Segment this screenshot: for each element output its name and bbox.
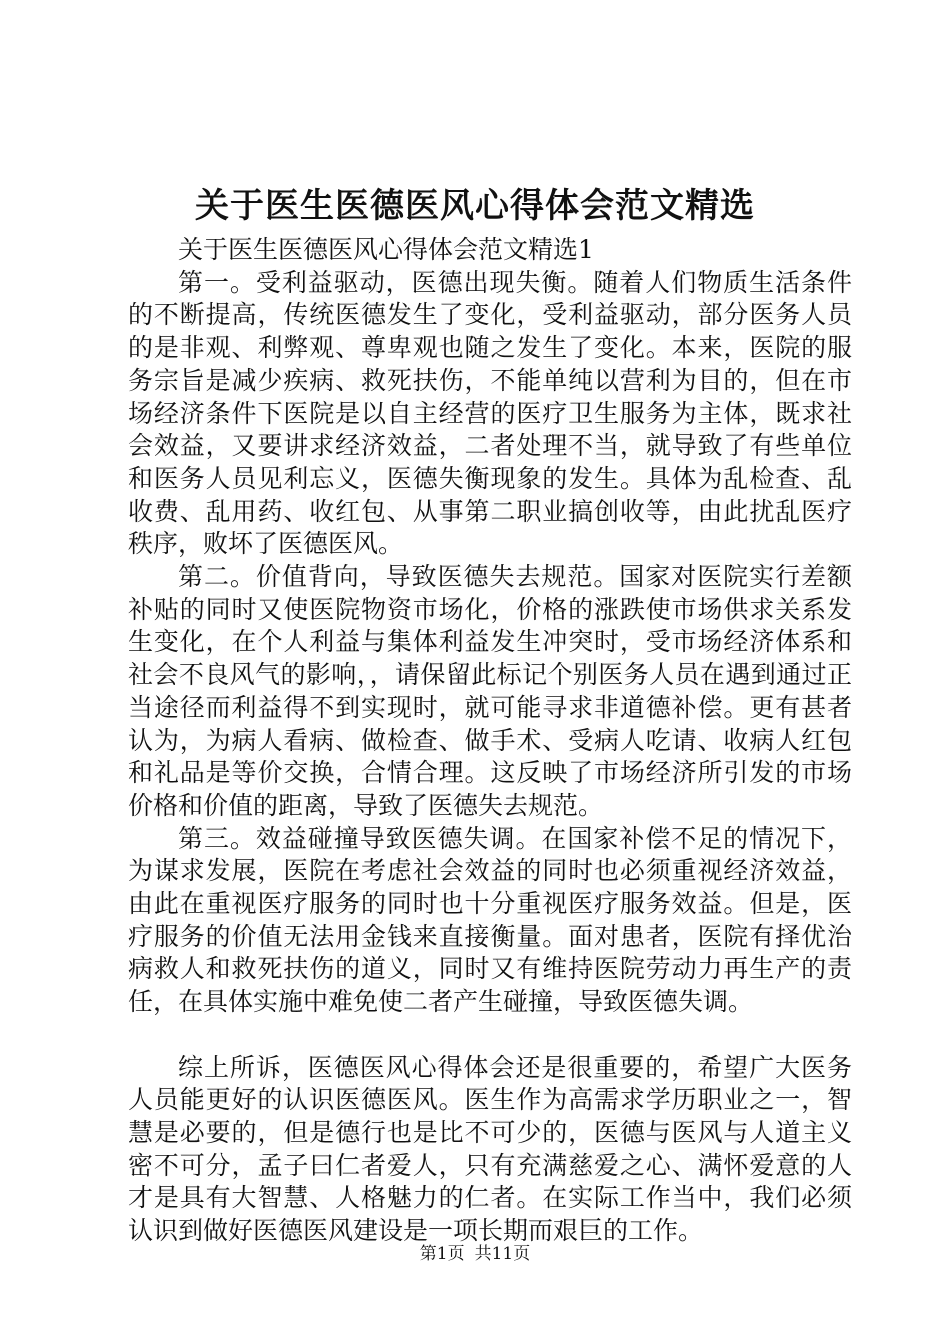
paragraph-spacer xyxy=(128,1019,852,1052)
document-body xyxy=(128,234,852,1248)
paragraph-third-point: 第三。效益碰撞导致医德失调。在国家补偿不足的情况下，为谋求发展，医院在考虑社会效益的同时也必须重视经济效益，由此在重视医疗服务的同时也十分重视医疗服务效益。但是，医疗服务的价值无法用金钱来直接衡量。面对患者，医院有择优治病救人和救死扶伤的道义，同时又有维持医院劳动力再生产的责任，在具体实施中难免使二者产生碰撞，导致医德失调。 xyxy=(128,823,852,1017)
page-footer xyxy=(0,1242,950,1266)
paragraph-first-point: 第一。受利益驱动，医德出现失衡。随着人们物质生活条件的不断提高，传统医德发生了变化，受利益驱动，部分医务人员的是非观、利弊观、尊卑观也随之发生了变化。本来，医院的服务宗旨是减少疾病、救死扶伤，不能单纯以营利为目的，但在市场经济条件下医院是以自主经营的医疗卫生服务为主体，既求社会效益，又要讲求经济效益，二者处理不当，就导致了有些单位和医务人员见利忘义，医德失衡现象的发生。具体为乱检查、乱收费、乱用药、收红包、从事第二职业搞创收等，由此扰乱医疗秩序，败坏了医德医风。 xyxy=(128,267,852,559)
page-total: 共11页 xyxy=(474,1244,531,1264)
document-title: 关于医生医德医风心得体会范文精选 xyxy=(195,186,755,226)
subtitle-paragraph: 关于医生医德医风心得体会范文精选1 xyxy=(178,235,594,264)
paragraph-second-point: 第二。价值背向，导致医德失去规范。国家对医院实行差额补贴的同时又使医院物资市场化，价格的涨跌使市场供求关系发生变化，在个人利益与集体利益发生冲突时，受市场经济体系和社会不良风气的影响，，请保留此标记个别医务人员在遇到通过正当途径而利益得不到实现时，就可能寻求非道德补偿。更有甚者认为，为病人看病、做检查、做手术、受病人吃请、收病人红包和礼品是等价交换，合情合理。这反映了市场经济所引发的市场价格和价值的距离，导致了医德失去规范。 xyxy=(128,562,852,820)
paragraph-conclusion: 综上所诉，医德医风心得体会还是很重要的，希望广大医务人员能更好的认识医德医风。医生作为高需求学历职业之一，智慧是必要的，但是德行也是比不可少的，医德与医风与人道主义密不可分，孟子曰仁者爱人，只有充满慈爱之心、满怀爱意的人才是具有大智慧、人格魅力的仁者。在实际工作当中，我们必须认识到做好医德医风建设是一项长期而艰巨的工作。 xyxy=(128,1052,852,1246)
page-number: 第1页 xyxy=(419,1244,465,1264)
